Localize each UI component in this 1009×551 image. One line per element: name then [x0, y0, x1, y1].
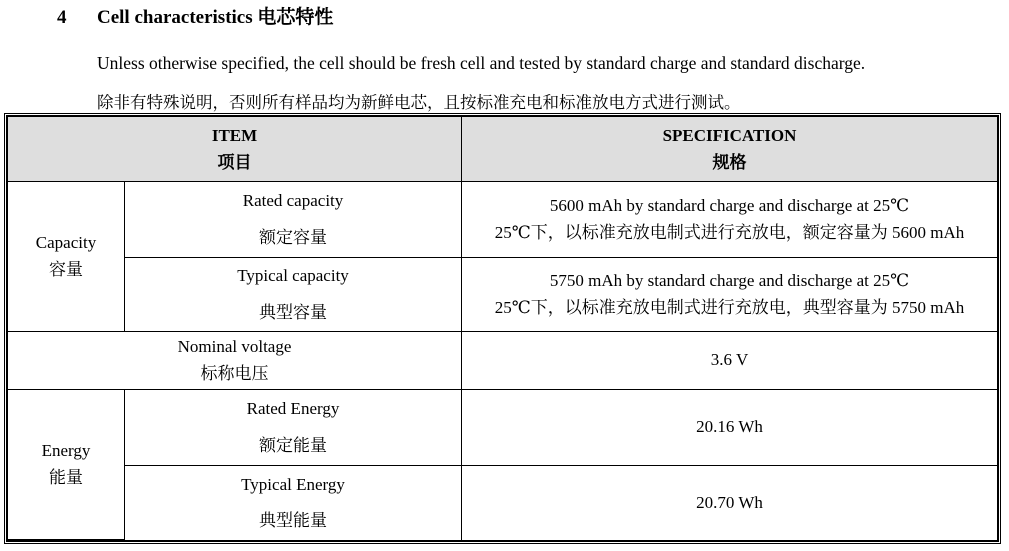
table-row	[8, 390, 997, 466]
table-header-row	[8, 117, 997, 182]
item-typical-capacity	[125, 258, 462, 332]
header-spec-en: SPECIFICATION	[662, 125, 797, 145]
section-number: 4	[57, 7, 67, 28]
header-item-cn: 项目	[217, 153, 252, 172]
table-row	[8, 182, 997, 258]
item-typical-energy	[125, 466, 462, 540]
group-capacity-en: Capacity	[35, 233, 97, 253]
section-heading	[57, 2, 333, 29]
table-row	[8, 466, 997, 540]
spec-rated-energy: 20.16 Wh	[462, 390, 997, 466]
group-capacity-cn: 容量	[49, 259, 83, 279]
intro-text-english: Unless otherwise specified, the cell should be fresh cell and tested by standard charge and standard discharge.	[97, 53, 866, 73]
item-label-en: Rated Energy	[246, 399, 340, 419]
item-label-en: Nominal voltage	[177, 337, 292, 357]
item-label-en: Rated capacity	[242, 191, 344, 211]
group-energy-en: Energy	[41, 441, 91, 461]
table-row	[8, 258, 997, 332]
item-label-cn: 典型容量	[259, 302, 327, 322]
spec-text-en: 5750 mAh by standard charge and discharge at 25℃	[549, 271, 910, 291]
spec-typical-capacity	[462, 258, 997, 332]
spec-nominal-voltage: 3.6 V	[462, 332, 997, 390]
item-rated-capacity	[125, 182, 462, 258]
header-item-en: ITEM	[211, 125, 258, 145]
item-label-cn: 标称电压	[200, 363, 269, 383]
header-specification	[462, 117, 997, 182]
item-label-en: Typical Energy	[241, 474, 345, 494]
spec-typical-energy: 20.70 Wh	[696, 492, 763, 512]
item-label-cn: 典型能量	[259, 511, 327, 530]
item-label-cn: 额定能量	[259, 435, 327, 455]
item-rated-energy	[125, 390, 462, 466]
cell-characteristics-table	[6, 115, 999, 542]
group-capacity	[8, 182, 125, 332]
section-title: Cell characteristics 电芯特性	[97, 7, 334, 28]
spec-text-en: 5600 mAh by standard charge and discharge at 25℃	[549, 196, 910, 216]
spec-rated-capacity	[462, 182, 997, 258]
table-row	[8, 332, 997, 390]
header-item	[8, 117, 462, 182]
item-nominal-voltage	[8, 332, 462, 390]
header-spec-cn: 规格	[712, 153, 747, 172]
spec-text-cn: 25℃下，以标准充放电制式进行充放电，典型容量为 5750 mAh	[494, 297, 965, 317]
spec-text-cn: 25℃下，以标准充放电制式进行充放电，额定容量为 5600 mAh	[494, 222, 965, 242]
group-energy	[8, 390, 125, 540]
item-label-en: Typical capacity	[237, 266, 349, 286]
group-energy-cn: 能量	[49, 467, 83, 487]
intro-text-chinese: 除非有特殊说明，否则所有样品均为新鲜电芯，且按标准充电和标准放电方式进行测试。	[97, 93, 741, 112]
item-label-cn: 额定容量	[259, 227, 327, 247]
